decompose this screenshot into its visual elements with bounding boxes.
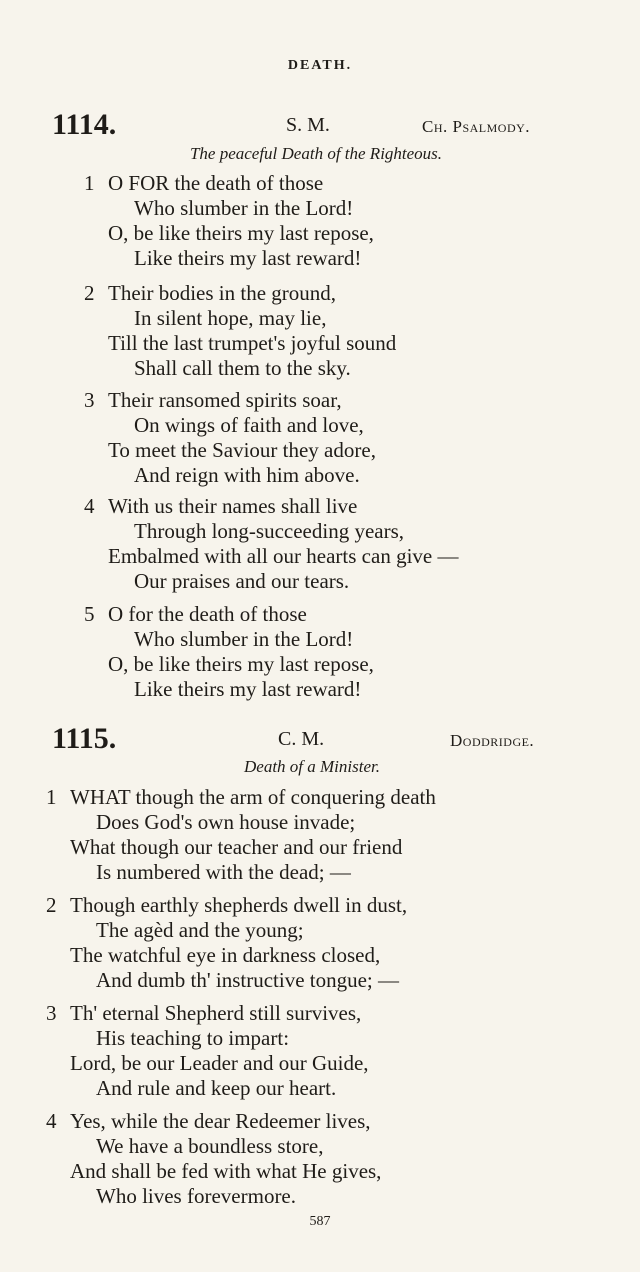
verse-line: Th' eternal Shepherd still survives, bbox=[70, 1001, 362, 1025]
verse-line: Who lives forevermore. bbox=[96, 1184, 297, 1208]
hymn-header bbox=[52, 108, 580, 142]
hymn-meter: C. M. bbox=[278, 728, 325, 750]
verse-line: And reign with him above. bbox=[134, 463, 360, 487]
hymn-author: Doddridge. bbox=[450, 731, 535, 750]
verse-line: Is numbered with the dead; — bbox=[96, 860, 351, 884]
verse-line: In silent hope, may lie, bbox=[134, 306, 327, 330]
verse-line: O for the death of those bbox=[108, 602, 307, 626]
verse-line: Shall call them to the sky. bbox=[134, 356, 351, 380]
hymn-title: Death of a Minister. bbox=[244, 757, 380, 776]
verse-line: Who slumber in the Lord! bbox=[134, 627, 354, 651]
verse-line: O, be like theirs my last repose, bbox=[108, 221, 374, 245]
verse-line: Embalmed with all our hearts can give — bbox=[108, 544, 459, 568]
hymn-number: 1115. bbox=[52, 722, 117, 755]
verse-line: And dumb th' instructive tongue; — bbox=[96, 968, 400, 992]
stanza-number: 3 bbox=[84, 388, 95, 412]
verse-line: Their bodies in the ground, bbox=[108, 281, 337, 305]
verse-line: WHAT though the arm of conquering death bbox=[70, 785, 436, 809]
verse-line: Like theirs my last reward! bbox=[134, 246, 362, 270]
verse-line: O, be like theirs my last repose, bbox=[108, 652, 374, 676]
verse-line: Their ransomed spirits soar, bbox=[108, 388, 342, 412]
hymn-title: The peaceful Death of the Righteous. bbox=[189, 144, 443, 163]
verse-line: The agèd and the young; bbox=[96, 918, 304, 942]
stanza-number: 1 bbox=[46, 785, 57, 809]
verse-line: Who slumber in the Lord! bbox=[134, 196, 354, 220]
hymn-number: 1114. bbox=[52, 108, 117, 141]
verse-line: What though our teacher and our friend bbox=[70, 835, 403, 859]
verse-line: Our praises and our tears. bbox=[134, 569, 350, 593]
running-head: DEATH. bbox=[287, 58, 353, 73]
verse-line: Till the last trumpet's joyful sound bbox=[108, 331, 397, 355]
stanza-number: 2 bbox=[84, 281, 95, 305]
stanza-number: 3 bbox=[46, 1001, 57, 1025]
verse-line: Though earthly shepherds dwell in dust, bbox=[70, 893, 408, 917]
stanza-number: 2 bbox=[46, 893, 57, 917]
verse-line: Yes, while the dear Redeemer lives, bbox=[70, 1109, 371, 1133]
verse-line: Does God's own house invade; bbox=[96, 810, 356, 834]
verse-line: Through long-succeeding years, bbox=[134, 519, 404, 543]
verse-line: And rule and keep our heart. bbox=[96, 1076, 337, 1100]
stanza-number: 1 bbox=[84, 171, 95, 195]
verse-line: To meet the Saviour they adore, bbox=[108, 438, 376, 462]
hymn-author: Ch. Psalmody. bbox=[422, 117, 531, 136]
verse-line: The watchful eye in darkness closed, bbox=[70, 943, 381, 967]
page-number: 587 bbox=[309, 1214, 331, 1229]
stanza-number: 4 bbox=[46, 1109, 57, 1133]
verse-line: Like theirs my last reward! bbox=[134, 677, 362, 701]
hymn-meter: S. M. bbox=[286, 114, 330, 136]
verse-line: We have a boundless store, bbox=[96, 1134, 324, 1158]
verse-line: Lord, be our Leader and our Guide, bbox=[70, 1051, 369, 1075]
verse-line: O FOR the death of those bbox=[108, 171, 324, 195]
verse-line: And shall be fed with what He gives, bbox=[70, 1159, 382, 1183]
stanza-number: 5 bbox=[84, 602, 95, 626]
verse-line: His teaching to impart: bbox=[96, 1026, 290, 1050]
hymn-header bbox=[52, 722, 580, 756]
verse-line: On wings of faith and love, bbox=[134, 413, 364, 437]
verse-line: With us their names shall live bbox=[108, 494, 358, 518]
stanza-number: 4 bbox=[84, 494, 95, 518]
